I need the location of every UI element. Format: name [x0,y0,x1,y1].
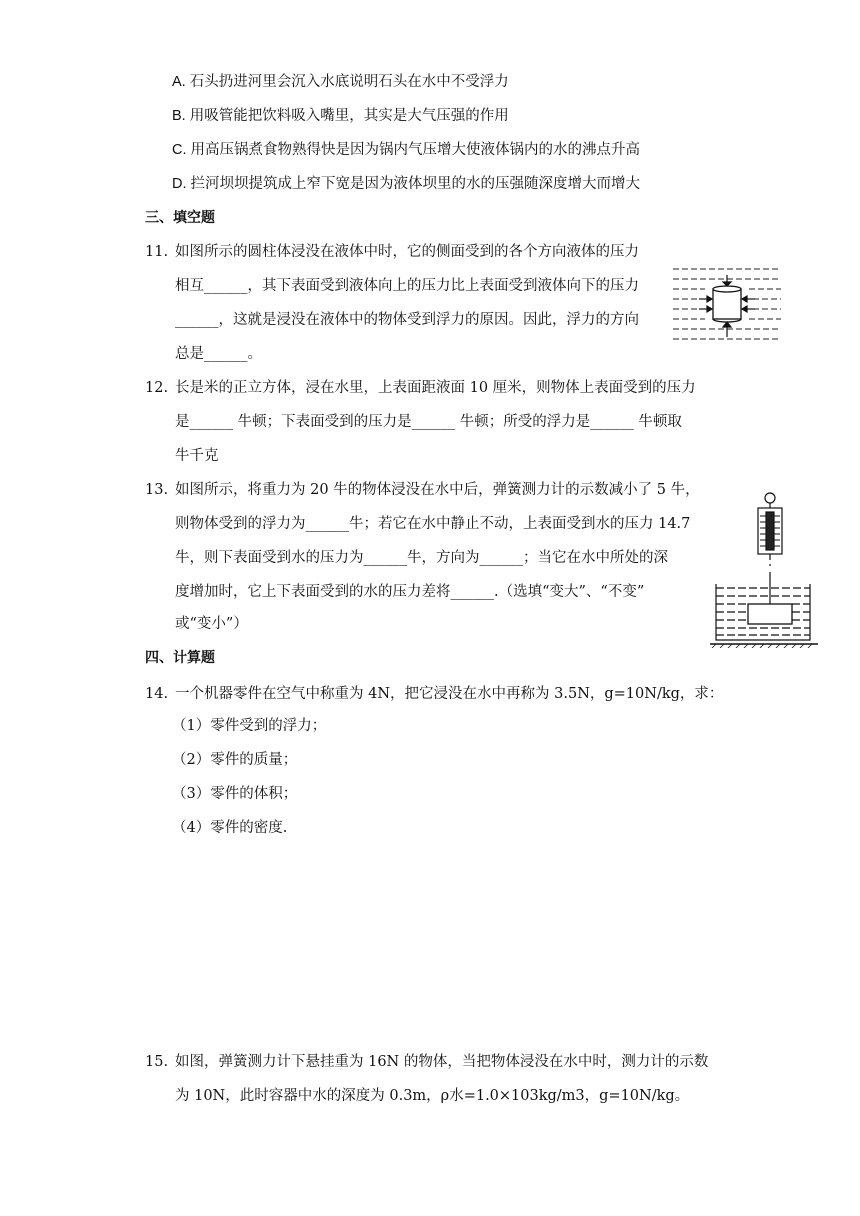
option-text: 用高压锅煮食物熟得快是因为锅内气压增大使液体锅内的水的沸点升高 [190,142,640,158]
question-text: 一个机器零件在空气中称重为 4N，把它浸没在水中再称为 3.5N，g=10N/kg，求： [175,686,724,702]
question-14-sub-3: （3）零件的体积； [172,786,298,802]
option-text: 石头扔进河里会沉入水底说明石头在水中不受浮力 [189,74,509,90]
option-text: 用吸管能把饮料吸入嘴里，其实是大气压强的作用 [189,108,509,124]
cylinder-in-liquid-figure [673,265,781,343]
question-number: 13. [145,482,169,498]
question-15-line-1 [145,1052,708,1072]
question-14-line-1 [145,684,723,704]
question-number: 15. [145,1054,169,1070]
question-13-line-5: 或“变小”） [175,616,248,632]
spring-scale-container-figure [708,490,820,648]
option-d [172,174,640,194]
question-text: 如图，弹簧测力计下悬挂重为 16N 的物体，当把物体浸没在水中时，测力计的示数 [175,1054,709,1070]
option-letter: D. [172,176,187,192]
question-number: 14. [145,686,169,702]
question-13-line-3: 牛，则下表面受到水的压力为______牛，方向为______；当它在水中所处的深 [175,550,668,566]
question-12-line-3: 牛千克 [175,448,219,464]
question-text: 长是米的正立方体，浸在水里，上表面距液面 10 厘米，则物体上表面受到的压力 [175,380,696,396]
question-11-line-4: 总是______。 [175,346,262,362]
option-a [172,72,509,92]
question-14-sub-4: （4）零件的密度. [172,820,288,836]
question-text: 如图所示的圆柱体浸没在液体中时，它的侧面受到的各个方向液体的压力 [175,244,639,260]
question-13-line-4: 度增加时，它上下表面受到的水的压力差将______.（选填“变大”、“不变” [175,584,645,600]
option-text: 拦河坝坝提筑成上窄下宽是因为液体坝里的水的压强随深度增大而增大 [190,176,640,192]
question-14-sub-2: （2）零件的质量； [172,752,298,768]
question-14-sub-1: （1）零件受到的浮力； [172,718,327,734]
section-heading-calculation: 四、计算题 [145,650,215,666]
question-12-line-2: 是______ 牛顿；下表面受到的压力是______ 牛顿；所受的浮力是______ 牛顿取 [175,414,682,430]
question-15-line-2: 为 10N，此时容器中水的深度为 0.3m，ρ水=1.0×103kg/m3，g=10N/kg。 [175,1088,690,1104]
question-text: 如图所示，将重力为 20 牛的物体浸没在水中后，弹簧测力计的示数减小了 5 牛， [175,482,700,498]
option-letter: A. [172,74,186,90]
option-b [172,106,509,126]
option-letter: B. [172,108,186,124]
question-11-line-3: ______，这就是浸没在液体中的物体受到浮力的原因。因此，浮力的方向 [175,312,639,328]
option-c [172,140,640,160]
section-heading-fill-in: 三、填空题 [145,210,215,226]
question-13-line-2: 则物体受到的浮力为______牛；若它在水中静止不动，上表面受到水的压力 14.7 [175,516,691,532]
question-12-line-1 [145,378,696,398]
option-letter: C. [172,142,187,158]
question-11-line-2: 相互______，其下表面受到液体向上的压力比上表面受到液体向下的压力 [175,278,639,294]
question-13-line-1 [145,480,700,500]
question-11-line-1 [145,242,639,262]
question-number: 11. [145,244,169,260]
question-number: 12. [145,380,169,396]
